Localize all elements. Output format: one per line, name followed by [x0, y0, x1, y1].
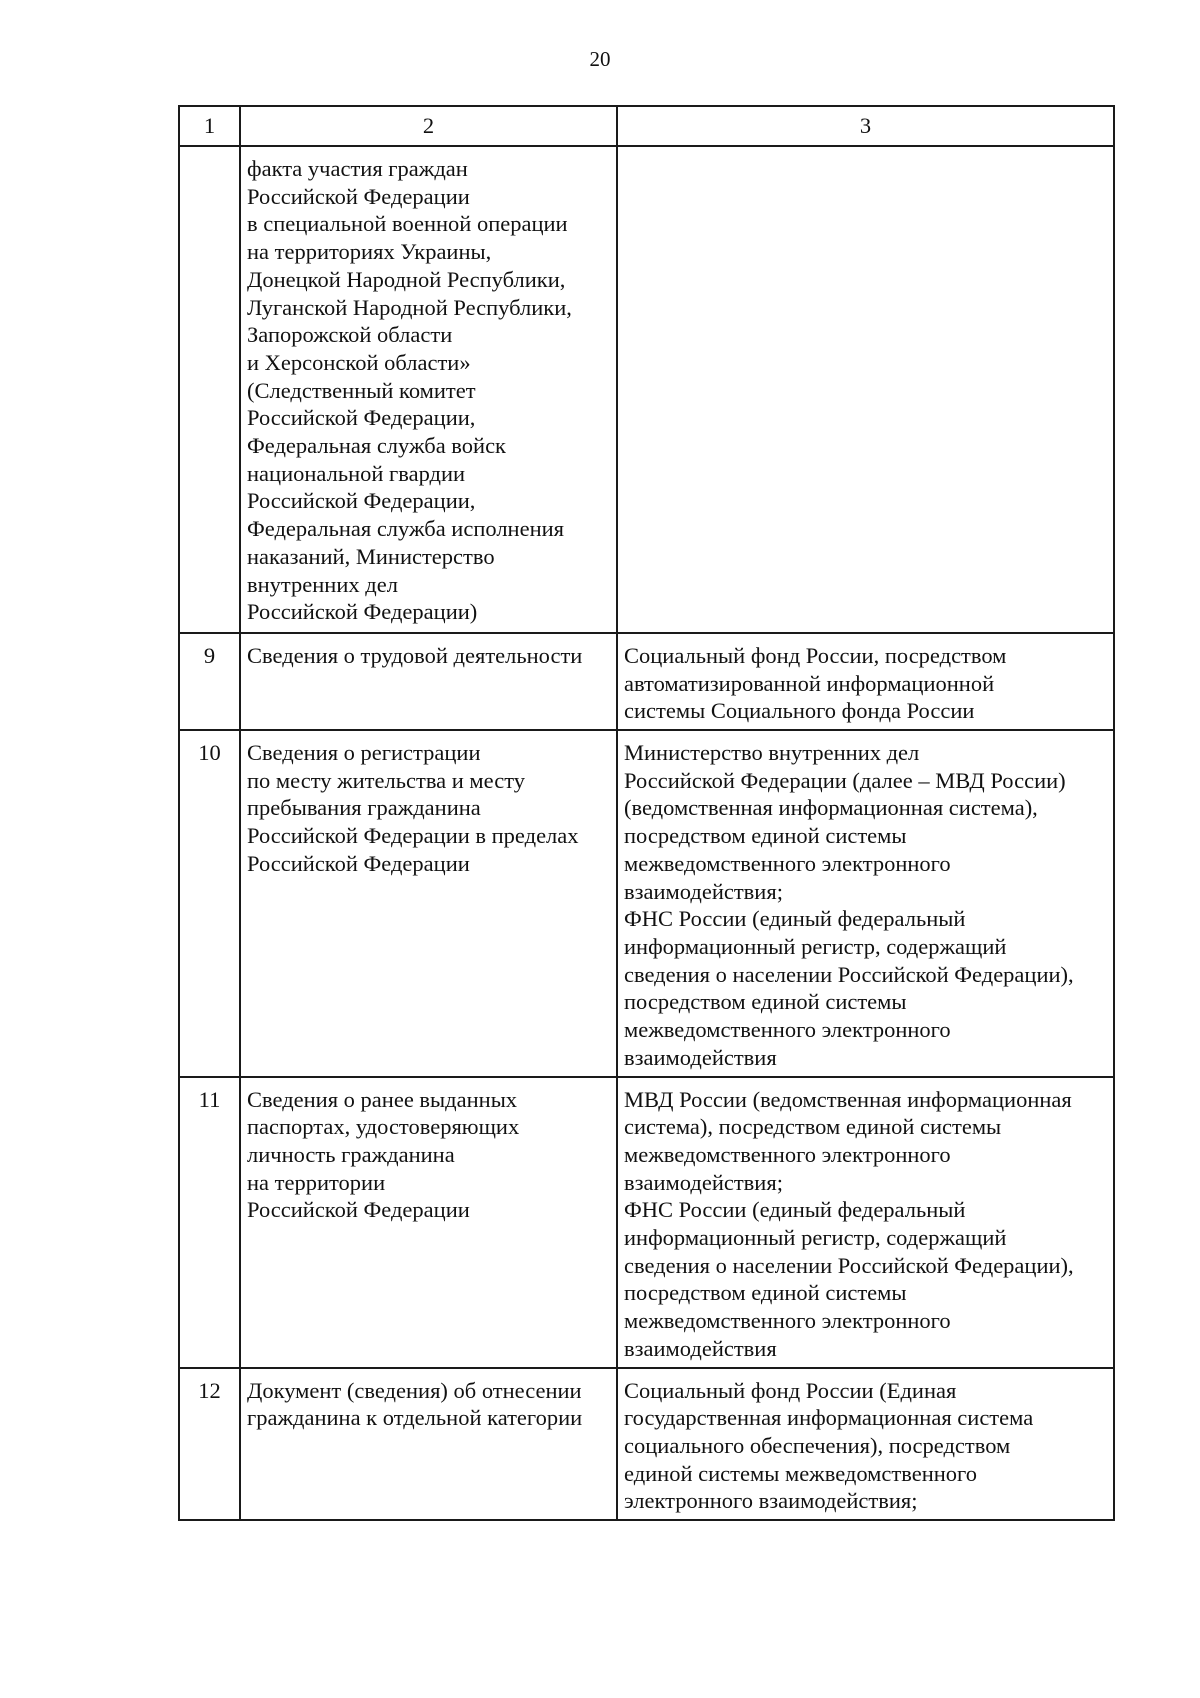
document-name-cell: Документ (сведения) об отнесении гражданина к отдельной категории	[240, 1368, 617, 1521]
row-number: 10	[179, 730, 240, 1076]
table-row	[179, 146, 1114, 633]
row-number: 11	[179, 1077, 240, 1368]
column-header-2: 2	[240, 106, 617, 146]
document-name-cell: Сведения о регистрации по месту жительства и месту пребывания гражданина Российской Федерации в пределах Российской Федерации	[240, 730, 617, 1076]
source-cell: Министерство внутренних дел Российской Федерации (далее – МВД России) (ведомственная информационная система), посредством единой системы межведомственного электронного взаимодействия; ФНС России (единый федеральный информационный регистр, содержащий сведения о населении Российской Федерации), посредством единой системы межведомственного электронного взаимодействия	[617, 730, 1114, 1076]
column-header-1: 1	[179, 106, 240, 146]
table-header-row	[179, 106, 1114, 146]
data-table	[178, 105, 1115, 1521]
table-row	[179, 730, 1114, 1076]
source-cell	[617, 146, 1114, 633]
row-number: 9	[179, 633, 240, 730]
table-row	[179, 1077, 1114, 1368]
row-number: 12	[179, 1368, 240, 1521]
source-cell: Социальный фонд России, посредством автоматизированной информационной системы Социального фонда России	[617, 633, 1114, 730]
document-name-cell: Сведения о трудовой деятельности	[240, 633, 617, 730]
table-row	[179, 633, 1114, 730]
source-cell: МВД России (ведомственная информационная система), посредством единой системы межведомственного электронного взаимодействия; ФНС России (единый федеральный информационный регистр, содержащий сведения о населении Российской Федерации), посредством единой системы межведомственного электронного взаимодействия	[617, 1077, 1114, 1368]
page-number: 20	[589, 47, 611, 71]
table-row	[179, 1368, 1114, 1521]
source-cell: Социальный фонд России (Единая государственная информационная система социального обеспечения), посредством единой системы межведомственного электронного взаимодействия;	[617, 1368, 1114, 1521]
document-name-cell: Сведения о ранее выданных паспортах, удостоверяющих личность гражданина на территории Российской Федерации	[240, 1077, 617, 1368]
document-name-cell: факта участия граждан Российской Федерации в специальной военной операции на территориях Украины, Донецкой Народной Республики, Луганской Народной Республики, Запорожской области и Херсонской области» (Следственный комитет Российской Федерации, Федеральная служба войск национальной гвардии Российской Федерации, Федеральная служба исполнения наказаний, Министерство внутренних дел Российской Федерации)	[240, 146, 617, 633]
column-header-3: 3	[617, 106, 1114, 146]
row-number	[179, 146, 240, 633]
